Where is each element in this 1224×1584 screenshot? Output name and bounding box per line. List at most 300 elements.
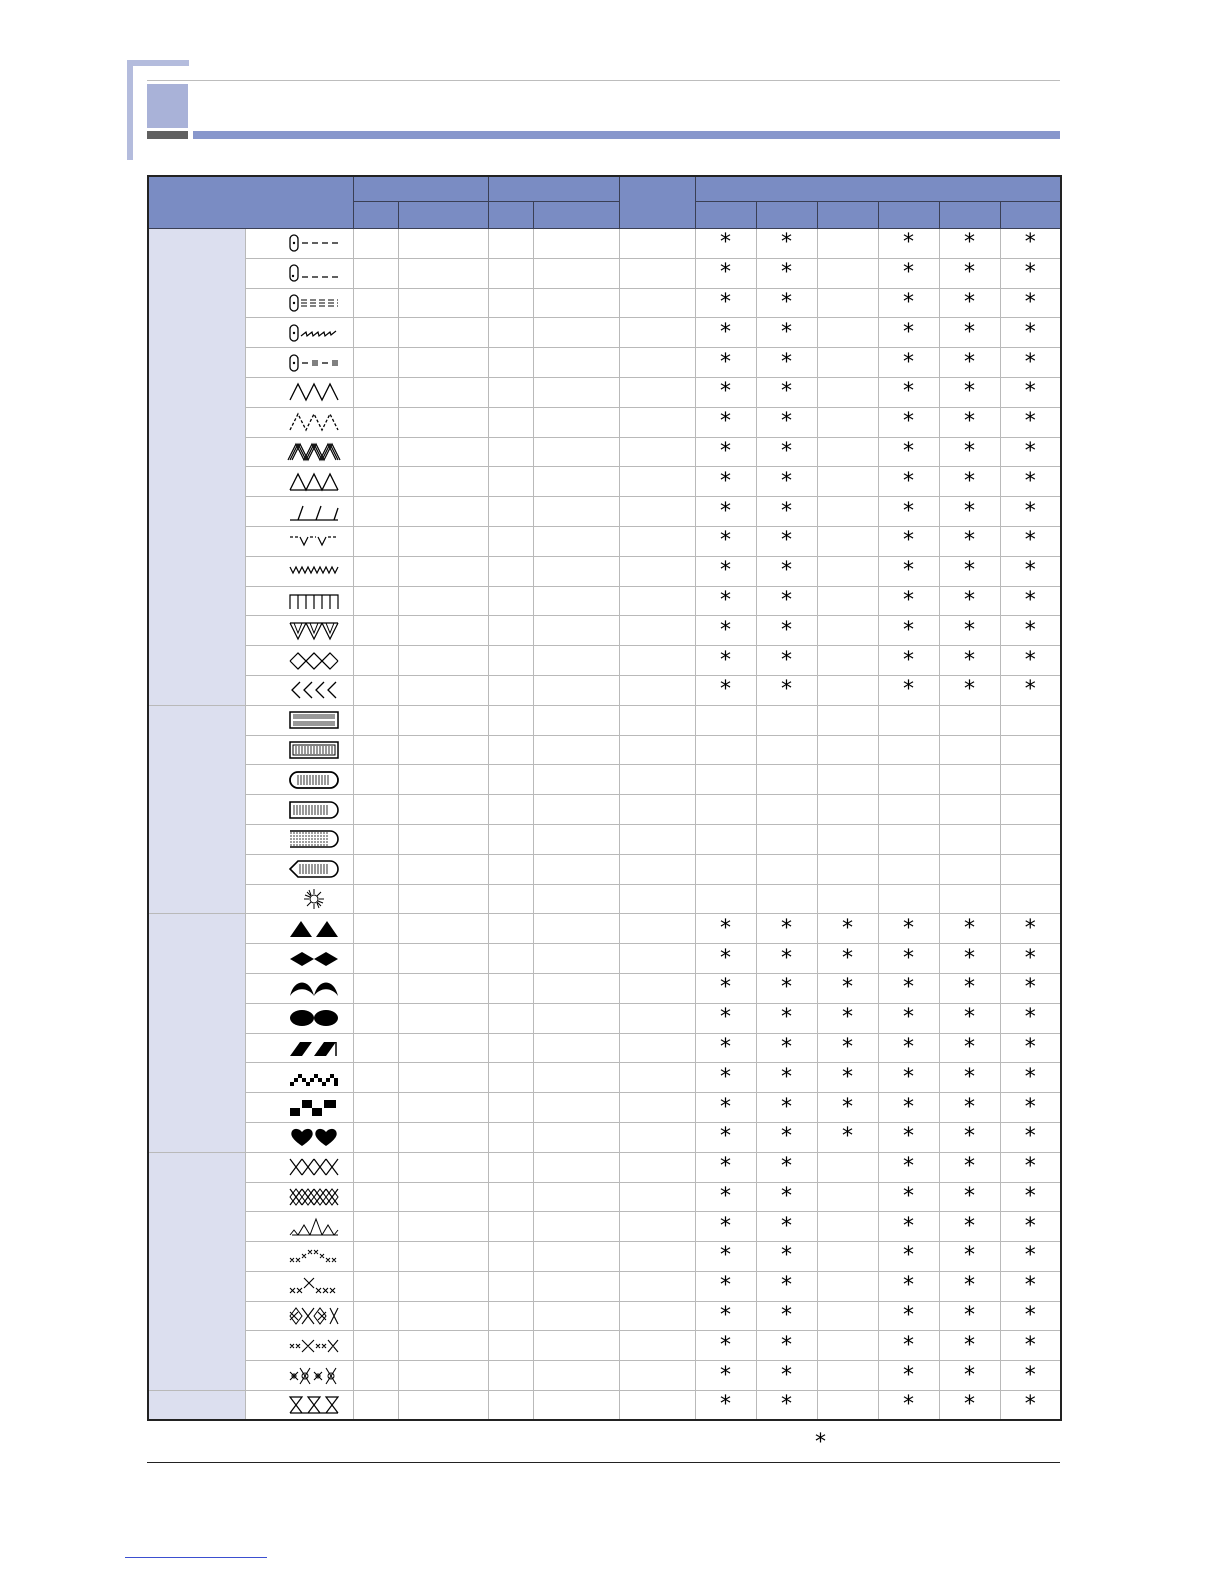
table-row: [148, 586, 1061, 616]
setting-cell: [619, 318, 695, 348]
asterisk-mark: *: [878, 1271, 939, 1301]
table-row: [148, 1093, 1061, 1123]
setting-cell: [619, 288, 695, 318]
setting-cell: [619, 675, 695, 705]
compat-cell: [939, 765, 1000, 795]
asterisk-mark: *: [695, 675, 756, 705]
setting-cell: [533, 675, 619, 705]
asterisk-mark: *: [878, 1212, 939, 1242]
setting-cell: [619, 765, 695, 795]
setting-cell: [398, 467, 488, 497]
setting-cell: [353, 556, 398, 586]
compat-cell: [1000, 795, 1061, 825]
stitch-pattern-cell: [245, 318, 353, 348]
setting-cell: [488, 765, 533, 795]
straight-stretch-icon: [286, 321, 342, 345]
cross-peak-small-icon: [286, 1244, 342, 1268]
asterisk-mark: *: [756, 526, 817, 556]
stitch-pattern-cell: [245, 854, 353, 884]
setting-cell: [619, 556, 695, 586]
setting-cell: [398, 616, 488, 646]
table-row: [148, 229, 1061, 259]
setting-cell: [353, 1391, 398, 1421]
category-cell: [148, 1152, 245, 1390]
asterisk-mark: *: [1000, 1003, 1061, 1033]
compat-cell: [939, 795, 1000, 825]
setting-cell: [488, 318, 533, 348]
asterisk-mark: *: [756, 1391, 817, 1421]
footer-rule: [147, 1462, 1060, 1463]
setting-cell: [353, 884, 398, 914]
table-row: [148, 884, 1061, 914]
asterisk-mark: *: [1000, 556, 1061, 586]
setting-cell: [488, 735, 533, 765]
sat-steps-icon: [286, 1066, 342, 1090]
asterisk-mark: *: [878, 497, 939, 527]
setting-cell: [353, 318, 398, 348]
setting-cell: [353, 1182, 398, 1212]
setting-cell: [398, 914, 488, 944]
asterisk-mark: *: [878, 1331, 939, 1361]
table-row: [148, 1003, 1061, 1033]
setting-cell: [353, 765, 398, 795]
stitch-pattern-cell: [245, 288, 353, 318]
buttonhole-round-end-icon: [286, 798, 342, 822]
table-row: [148, 1242, 1061, 1272]
setting-cell: [398, 377, 488, 407]
compat-cell: [817, 1152, 878, 1182]
setting-cell: [398, 646, 488, 676]
compat-cell: [817, 705, 878, 735]
buttonhole-square-2-icon: [286, 738, 342, 762]
stitch-pattern-cell: [245, 795, 353, 825]
setting-cell: [353, 616, 398, 646]
compat-cell: [817, 795, 878, 825]
setting-cell: [398, 229, 488, 259]
setting-cell: [488, 1152, 533, 1182]
asterisk-mark: *: [695, 229, 756, 259]
setting-cell: [398, 288, 488, 318]
compat-cell: [756, 795, 817, 825]
asterisk-mark: *: [695, 288, 756, 318]
table-row: [148, 824, 1061, 854]
asterisk-mark: *: [939, 497, 1000, 527]
compat-cell: [817, 407, 878, 437]
table-row: [148, 1361, 1061, 1391]
setting-cell: [398, 675, 488, 705]
asterisk-mark: *: [1000, 1361, 1061, 1391]
setting-cell: [488, 1391, 533, 1421]
compat-cell: [817, 1331, 878, 1361]
setting-cell: [619, 407, 695, 437]
compat-cell: [695, 884, 756, 914]
setting-cell: [353, 348, 398, 378]
setting-cell: [353, 497, 398, 527]
setting-cell: [488, 556, 533, 586]
stitch-pattern-cell: [245, 1331, 353, 1361]
stitch-pattern-cell: [245, 377, 353, 407]
asterisk-mark: *: [1000, 407, 1061, 437]
stitch-pattern-cell: [245, 1003, 353, 1033]
subheader: [817, 202, 878, 229]
compat-cell: [878, 824, 939, 854]
table-row: [148, 1271, 1061, 1301]
asterisk-mark: *: [817, 944, 878, 974]
setting-cell: [619, 258, 695, 288]
setting-cell: [488, 795, 533, 825]
stitch-pattern-cell: [245, 646, 353, 676]
setting-cell: [398, 795, 488, 825]
asterisk-mark: *: [695, 348, 756, 378]
asterisk-mark: *: [756, 318, 817, 348]
asterisk-mark: *: [1000, 1301, 1061, 1331]
setting-cell: [398, 1301, 488, 1331]
asterisk-mark: *: [939, 1003, 1000, 1033]
asterisk-mark: *: [878, 944, 939, 974]
asterisk-mark: *: [695, 1063, 756, 1093]
asterisk-mark: *: [1000, 675, 1061, 705]
table-row: [148, 854, 1061, 884]
setting-cell: [533, 735, 619, 765]
table-row: [148, 526, 1061, 556]
table-row: [148, 675, 1061, 705]
asterisk-mark: *: [695, 1152, 756, 1182]
setting-cell: [619, 1063, 695, 1093]
setting-cell: [488, 1242, 533, 1272]
sat-ovals-icon: [286, 1006, 342, 1030]
setting-cell: [533, 526, 619, 556]
asterisk-mark: *: [756, 586, 817, 616]
asterisk-mark: *: [878, 1093, 939, 1123]
asterisk-mark: *: [1000, 229, 1061, 259]
compat-cell: [817, 288, 878, 318]
category-cell: [148, 229, 245, 706]
asterisk-mark: *: [939, 586, 1000, 616]
asterisk-mark: *: [878, 556, 939, 586]
setting-cell: [533, 467, 619, 497]
asterisk-mark: *: [695, 1242, 756, 1272]
asterisk-mark: *: [817, 1033, 878, 1063]
setting-cell: [533, 1271, 619, 1301]
asterisk-mark: *: [1000, 526, 1061, 556]
setting-cell: [533, 586, 619, 616]
setting-cell: [533, 556, 619, 586]
table-row: [148, 735, 1061, 765]
asterisk-mark: *: [817, 1122, 878, 1152]
table-row: [148, 407, 1061, 437]
asterisk-mark: *: [939, 407, 1000, 437]
table-row: [148, 616, 1061, 646]
compat-cell: [817, 1242, 878, 1272]
asterisk-mark: *: [939, 318, 1000, 348]
asterisk-mark: *: [756, 1033, 817, 1063]
compat-cell: [817, 1271, 878, 1301]
subheader: [756, 202, 817, 229]
asterisk-mark: *: [1000, 1391, 1061, 1421]
cross-peak-icon: [286, 1274, 342, 1298]
table-row: [148, 1033, 1061, 1063]
asterisk-mark: *: [756, 407, 817, 437]
hem-triangles-icon: [286, 1393, 342, 1417]
table-row: [148, 1331, 1061, 1361]
setting-cell: [619, 1152, 695, 1182]
asterisk-mark: *: [878, 586, 939, 616]
setting-cell: [533, 377, 619, 407]
compat-cell: [817, 437, 878, 467]
asterisk-mark: *: [878, 407, 939, 437]
asterisk-mark: *: [939, 1271, 1000, 1301]
subheader: [488, 202, 533, 229]
subheader: [1000, 202, 1061, 229]
setting-cell: [488, 854, 533, 884]
stitch-pattern-cell: [245, 1212, 353, 1242]
setting-cell: [533, 944, 619, 974]
asterisk-mark: *: [756, 944, 817, 974]
buttonhole-keyhole-icon: [286, 857, 342, 881]
asterisk-mark: *: [878, 348, 939, 378]
sat-scallops-icon: [286, 976, 342, 1000]
setting-cell: [488, 407, 533, 437]
asterisk-mark: *: [695, 258, 756, 288]
asterisk-mark: *: [1000, 616, 1061, 646]
compat-cell: [695, 735, 756, 765]
asterisk-mark: *: [939, 1391, 1000, 1421]
footer-link-underline: [125, 1557, 267, 1558]
compat-cell: [1000, 705, 1061, 735]
table-row: [148, 497, 1061, 527]
asterisk-mark: *: [695, 526, 756, 556]
table-row: [148, 765, 1061, 795]
shell-tuck-icon: [286, 559, 342, 583]
setting-cell: [619, 705, 695, 735]
asterisk-mark: *: [756, 1003, 817, 1033]
setting-cell: [353, 1271, 398, 1301]
compat-cell: [695, 765, 756, 795]
asterisk-mark: *: [878, 1063, 939, 1093]
asterisk-mark: *: [756, 556, 817, 586]
setting-cell: [353, 1093, 398, 1123]
asterisk-mark: *: [756, 348, 817, 378]
setting-cell: [488, 1271, 533, 1301]
setting-cell: [619, 1242, 695, 1272]
asterisk-mark: *: [695, 377, 756, 407]
straight-left-icon: [286, 231, 342, 255]
setting-cell: [619, 586, 695, 616]
stitch-pattern-cell: [245, 1182, 353, 1212]
asterisk-mark: *: [939, 526, 1000, 556]
setting-cell: [619, 1212, 695, 1242]
stitch-pattern-cell: [245, 616, 353, 646]
setting-cell: [488, 258, 533, 288]
compat-cell: [817, 586, 878, 616]
header-accent-bar: [193, 131, 1060, 139]
asterisk-mark: *: [756, 437, 817, 467]
stitch-pattern-cell: [245, 1063, 353, 1093]
stitch-pattern-cell: [245, 944, 353, 974]
table-row: [148, 377, 1061, 407]
blind-v-icon: [286, 529, 342, 553]
setting-cell: [533, 884, 619, 914]
stitch-pattern-cell: [245, 1033, 353, 1063]
setting-cell: [398, 1271, 488, 1301]
footnote-asterisk: *: [815, 1430, 826, 1455]
asterisk-mark: *: [878, 1003, 939, 1033]
setting-cell: [398, 705, 488, 735]
asterisk-mark: *: [756, 229, 817, 259]
compat-cell: [817, 884, 878, 914]
asterisk-mark: *: [1000, 973, 1061, 1003]
asterisk-mark: *: [695, 467, 756, 497]
compat-cell: [817, 675, 878, 705]
asterisk-mark: *: [1000, 467, 1061, 497]
asterisk-mark: *: [1000, 914, 1061, 944]
setting-cell: [488, 884, 533, 914]
setting-cell: [398, 497, 488, 527]
asterisk-mark: *: [939, 288, 1000, 318]
cross-stitch-icon: [286, 1155, 342, 1179]
asterisk-mark: *: [695, 1122, 756, 1152]
setting-cell: [398, 1391, 488, 1421]
setting-cell: [488, 646, 533, 676]
asterisk-mark: *: [756, 497, 817, 527]
setting-cell: [619, 735, 695, 765]
setting-cell: [533, 705, 619, 735]
setting-cell: [488, 1093, 533, 1123]
setting-cell: [353, 914, 398, 944]
compat-cell: [695, 795, 756, 825]
asterisk-mark: *: [695, 497, 756, 527]
asterisk-mark: *: [695, 1003, 756, 1033]
setting-cell: [353, 467, 398, 497]
compat-cell: [817, 1182, 878, 1212]
compat-cell: [817, 556, 878, 586]
setting-cell: [533, 1331, 619, 1361]
setting-cell: [398, 1093, 488, 1123]
stitch-pattern-cell: [245, 407, 353, 437]
asterisk-mark: *: [756, 1152, 817, 1182]
setting-cell: [398, 884, 488, 914]
stitch-pattern-cell: [245, 675, 353, 705]
setting-cell: [488, 1361, 533, 1391]
asterisk-mark: *: [695, 1093, 756, 1123]
stitch-pattern-cell: [245, 1301, 353, 1331]
header-single: [619, 176, 695, 229]
asterisk-mark: *: [695, 1331, 756, 1361]
setting-cell: [353, 854, 398, 884]
setting-cell: [619, 795, 695, 825]
asterisk-mark: *: [756, 1212, 817, 1242]
setting-cell: [488, 616, 533, 646]
setting-cell: [619, 1122, 695, 1152]
setting-cell: [619, 616, 695, 646]
setting-cell: [353, 526, 398, 556]
setting-cell: [488, 1301, 533, 1331]
stitch-pattern-cell: [245, 556, 353, 586]
setting-cell: [533, 973, 619, 1003]
setting-cell: [488, 1212, 533, 1242]
asterisk-mark: *: [1000, 1033, 1061, 1063]
header-stitch: [148, 176, 353, 229]
setting-cell: [533, 765, 619, 795]
setting-cell: [533, 854, 619, 884]
setting-cell: [488, 1033, 533, 1063]
compat-cell: [1000, 824, 1061, 854]
setting-cell: [533, 1122, 619, 1152]
asterisk-mark: *: [878, 258, 939, 288]
setting-cell: [353, 1003, 398, 1033]
asterisk-mark: *: [756, 1242, 817, 1272]
asterisk-mark: *: [756, 1331, 817, 1361]
asterisk-mark: *: [939, 1063, 1000, 1093]
setting-cell: [533, 914, 619, 944]
asterisk-mark: *: [939, 1033, 1000, 1063]
asterisk-mark: *: [878, 1033, 939, 1063]
setting-cell: [533, 1033, 619, 1063]
asterisk-mark: *: [756, 914, 817, 944]
asterisk-mark: *: [878, 526, 939, 556]
setting-cell: [353, 437, 398, 467]
asterisk-mark: *: [1000, 348, 1061, 378]
setting-cell: [488, 467, 533, 497]
asterisk-mark: *: [878, 288, 939, 318]
asterisk-mark: *: [878, 467, 939, 497]
asterisk-mark: *: [939, 1242, 1000, 1272]
stitch-pattern-cell: [245, 1152, 353, 1182]
subheader: [939, 202, 1000, 229]
asterisk-mark: *: [1000, 1152, 1061, 1182]
asterisk-mark: *: [817, 1093, 878, 1123]
zigzag-dotted-icon: [286, 410, 342, 434]
asterisk-mark: *: [878, 1242, 939, 1272]
setting-cell: [533, 1212, 619, 1242]
setting-cell: [353, 646, 398, 676]
setting-cell: [488, 497, 533, 527]
setting-cell: [488, 586, 533, 616]
setting-cell: [353, 973, 398, 1003]
asterisk-mark: *: [756, 1063, 817, 1093]
setting-cell: [398, 586, 488, 616]
asterisk-mark: *: [695, 318, 756, 348]
setting-cell: [353, 1063, 398, 1093]
setting-cell: [488, 229, 533, 259]
setting-cell: [398, 1242, 488, 1272]
compat-cell: [817, 1391, 878, 1421]
asterisk-mark: *: [1000, 1271, 1061, 1301]
setting-cell: [398, 824, 488, 854]
setting-cell: [398, 1212, 488, 1242]
stitch-pattern-cell: [245, 1361, 353, 1391]
setting-cell: [533, 1301, 619, 1331]
asterisk-mark: *: [939, 914, 1000, 944]
setting-cell: [533, 1361, 619, 1391]
header-group-b: [488, 176, 619, 202]
straight-left-2-icon: [286, 261, 342, 285]
stitch-pattern-cell: [245, 497, 353, 527]
setting-cell: [398, 556, 488, 586]
sat-checkers-icon: [286, 1096, 342, 1120]
asterisk-mark: *: [756, 1182, 817, 1212]
compat-cell: [878, 884, 939, 914]
setting-cell: [488, 526, 533, 556]
asterisk-mark: *: [878, 1182, 939, 1212]
setting-cell: [619, 377, 695, 407]
setting-cell: [488, 348, 533, 378]
picot-icon: [286, 589, 342, 613]
setting-cell: [398, 1361, 488, 1391]
compat-cell: [878, 795, 939, 825]
zigzag-icon: [286, 380, 342, 404]
compat-cell: [817, 854, 878, 884]
